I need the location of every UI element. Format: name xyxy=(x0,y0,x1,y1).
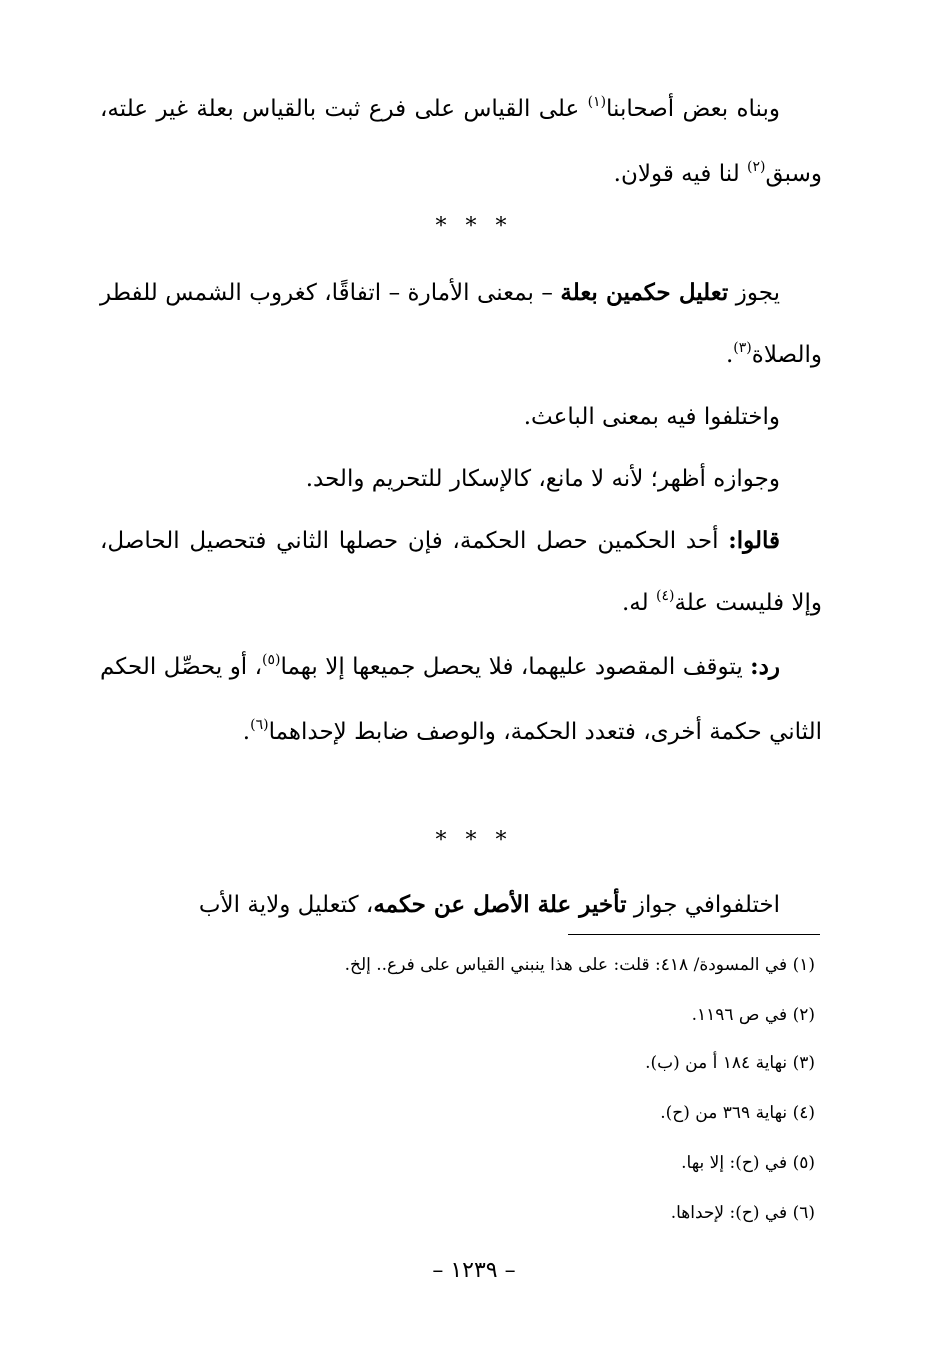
footnote-ref-1: (١) xyxy=(587,94,607,110)
paragraph-2: يجوز تعليل حكمين بعلة – بمعنى الأمارة – اتفاقًا، كغروب الشمس للفطر والصلاة$^{(٣)}$. xyxy=(100,279,822,368)
footnote-3: (٣) نهاية ١٨٤ أ من (ب). xyxy=(645,1053,815,1073)
footnote-separator xyxy=(568,934,820,935)
page-number: – ١٢٣٩ – xyxy=(432,1258,516,1283)
paragraph-1: وبناه بعض أصحابنا$^{(١)}$ على القياس على فرع ثبت بالقياس بعلة غير علته، وسبق$^{(٢)}$ لنا فيه قولان. xyxy=(100,94,822,187)
paragraph-6: رد: يتوقف المقصود عليهما، فلا يحصل جميعها إلا بهما$^{(٥)}$، أو يحصِّل الحكم الثاني حكمة أخرى، فتعدد الحكمة، والوصف ضابط لإحداهما$^{(٦)}$. xyxy=(100,652,822,745)
footnote-ref-2: (٢) xyxy=(747,159,766,175)
footnote-ref-6: (٦) xyxy=(250,717,269,733)
paragraph-4: وجوازه أظهر؛ لأنه لا مانع، كالإسكار للتحريم والحد. xyxy=(305,466,780,492)
section-heading-2: تأخير علة الأصل عن حكمه xyxy=(373,891,627,918)
footnote-6: (٦) في (ح): لإحداها. xyxy=(670,1203,815,1223)
footnote-ref-4: (٤) xyxy=(655,588,675,604)
paragraph-5: قالوا: أحد الحكمين حصل الحكمة، فإن حصلها الثاني فتحصيل الحاصل، وإلا فليست علة$^{(٤)}$ له. xyxy=(100,527,822,616)
section-heading: تعليل حكمين بعلة xyxy=(560,279,729,306)
footnote-ref-5: (٥) xyxy=(262,652,281,668)
section-separator: * * * xyxy=(435,214,513,239)
footnote-5: (٥) في (ح): إلا بها. xyxy=(681,1153,815,1173)
paragraph-7: اختلفوافي جواز تأخير علة الأصل عن حكمه، كتعليل ولاية الأب xyxy=(198,891,780,918)
footnote-ref-3: (٣) xyxy=(733,340,752,356)
footnote-1: (١) في المسودة/ ٤١٨: قلت: على هذا ينبني القياس على فرع.. إلخ. xyxy=(344,955,815,975)
footnote-4: (٤) نهاية ٣٦٩ من (ح). xyxy=(660,1103,815,1123)
objection-label: قالوا: xyxy=(728,527,780,554)
reply-label: رد: xyxy=(750,653,781,680)
paragraph-3: واختلفوا فيه بمعنى الباعث. xyxy=(523,404,780,430)
section-separator-2: * * * xyxy=(435,828,513,853)
footnote-2: (٢) في ص ١١٩٦. xyxy=(691,1005,815,1025)
